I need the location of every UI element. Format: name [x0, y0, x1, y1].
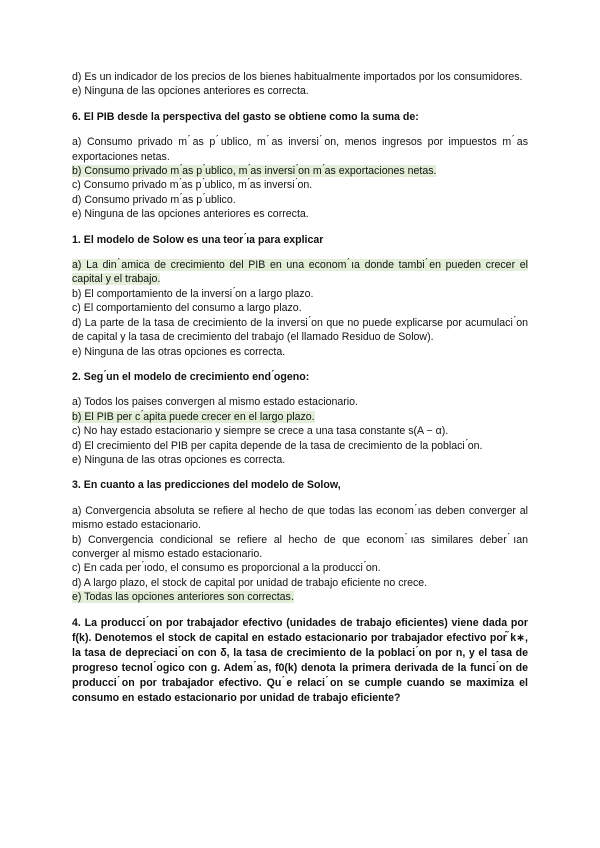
q3-option-d: d) A largo plazo, el stock de capital por unidad de trabajo eficiente no crece. [72, 576, 428, 589]
q3-option-b: b) Convergencia condicional se refiere al hecho de que econom ́ıas similares deber ́ıan converger al mismo estado estacionario. [72, 533, 528, 560]
option-e-prev: e) Ninguna de las opciones anteriores es correcta. [72, 85, 309, 98]
q2-option-e: e) Ninguna de las otras opciones es correcta. [72, 453, 286, 466]
q1-option-e: e) Ninguna de las otras opciones es correcta. [72, 345, 286, 358]
question-2-title: 2. Seg ́un el modelo de crecimiento end ́ogeno: [72, 370, 310, 383]
q2-option-a: a) Todos los paises convergen al mismo estado estacionario. [72, 396, 358, 409]
q3-option-c: c) En cada per ́ıodo, el consumo es proporcional a la producci ́on. [72, 562, 381, 575]
q3-option-e-correct: e) Todas las opciones anteriores son correctas. [72, 591, 294, 604]
q6-option-b-correct: b) Consumo privado m ́as p ́ublico, m ́as inversi ́on m ́as exportaciones netas. [72, 165, 437, 178]
document-content [72, 70, 528, 717]
q6-option-a: a) Consumo privado m ́as p ́ublico, m ́as inversi ́on, menos ingresos por impuestos m ́as exportaciones netas. [72, 136, 528, 163]
q2-option-b-correct: b) El PIB per c ́apita puede crecer en el largo plazo. [72, 410, 315, 423]
question-1-title: 1. El modelo de Solow es una teor ́ıa para explicar [72, 233, 324, 246]
q1-option-d: d) La parte de la tasa de crecimiento de la inversi ́on que no puede explicarse por acumulaci ́on de capital y la tasa de crecimiento del trabajo (el llamado Residuo de Solow). [72, 316, 528, 344]
question-4-title: 4. La producci ́on por trabajador efectivo (unidades de trabajo eficientes) viene dada por f(k). Denotemos el stock de capital en estado estacionario por trabajador efectivo por ̃k∗, la tasa de depreciaci ́on con δ, la tasa de crecimiento de la poblaci ́on por n, y el tasa de progreso tecnol ́ogico con g. Adem ́as, f0(k) denota la primera derivada de la funci ́on de producci ́on por trabajador efectivo. Qu ́e relaci ́on se cumple cuando se maximiza el consumo en estado estacionario por unidad de trabajo eficiente? [72, 616, 528, 704]
q2-option-c: c) No hay estado estacionario y siempre se crece a una tasa constante s(A − α). [72, 425, 449, 438]
question-3-title: 3. En cuanto a las predicciones del modelo de Solow, [72, 479, 341, 492]
q3-option-a: a) Convergencia absoluta se refiere al hecho de que todas las econom ́ıas deben converger al mismo estado estacionario. [72, 504, 528, 532]
q1-option-c: c) El comportamiento del consumo a largo plazo. [72, 302, 302, 315]
q6-option-e: e) Ninguna de las opciones anteriores es correcta. [72, 208, 309, 221]
question-6-title: 6. El PIB desde la perspectiva del gasto se obtiene como la suma de: [72, 110, 419, 123]
q1-option-a-correct: a) La din ́amica de crecimiento del PIB en una econom ́ıa donde tambi ́en pueden crecer el capital y el trabajo. [72, 259, 528, 286]
q6-option-d: d) Consumo privado m ́as p ́ublico. [72, 193, 236, 206]
q6-option-c: c) Consumo privado m ́as p ́ublico, m ́as inversi ́on. [72, 179, 313, 192]
q1-option-b: b) El comportamiento de la inversi ́on a largo plazo. [72, 287, 314, 300]
option-d-prev: d) Es un indicador de los precios de los bienes habitualmente importados por los consumidores. [72, 71, 523, 83]
q2-option-d: d) El crecimiento del PIB per capita depende de la tasa de crecimiento de la poblaci ́on. [72, 439, 483, 452]
